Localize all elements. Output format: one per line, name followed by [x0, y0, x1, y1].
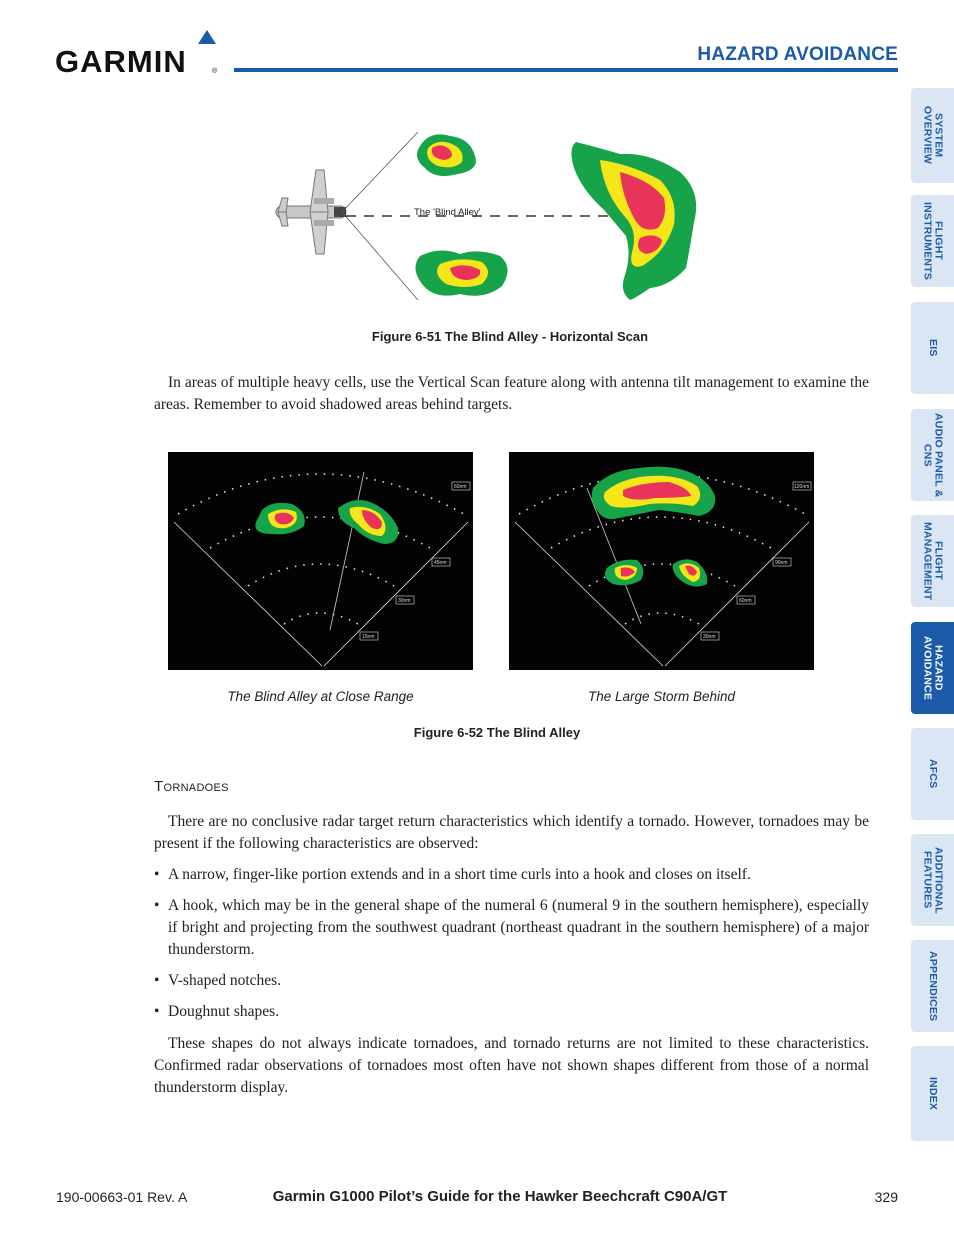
- tab-index[interactable]: INDEX: [911, 1046, 954, 1141]
- scan-line-upper: [342, 132, 418, 212]
- tornado-characteristics-list: [154, 864, 869, 1032]
- range-arc-inner: [625, 613, 699, 624]
- tab-hazard-avoidance[interactable]: HAZARD AVOIDANCE: [911, 622, 954, 714]
- list-item: • A hook, which may be in the general shape of the numeral 6 (numeral 9 in the southern hemisphere), especially if bright and projecting from the southwest quadrant (northeast quadrant in the southern hemisphere) of a major thunderstorm.: [154, 897, 869, 958]
- scan-limit-left: [174, 522, 322, 666]
- range-label-2: 90nm: [775, 560, 788, 566]
- figure-6-52-caption: Figure 6-52 The Blind Alley: [413, 725, 581, 740]
- footer-doc-number: 190-00663-01 Rev. A: [56, 1189, 188, 1205]
- range-label-2: 45nm: [434, 560, 447, 566]
- range-label-3: 60nm: [739, 598, 752, 604]
- header-rule: [234, 68, 898, 72]
- scan-limit-right: [324, 522, 468, 666]
- range-label-outer: 60nm: [454, 484, 467, 490]
- storm-echo-left: [255, 503, 304, 534]
- range-label-inner: 15nm: [362, 634, 375, 640]
- page-number: 329: [874, 1189, 898, 1205]
- list-item: • Doughnut shapes.: [154, 1003, 280, 1020]
- storm-cell-lower: [415, 250, 507, 295]
- range-arc-inner: [284, 613, 358, 624]
- radar-close-range: [168, 452, 473, 670]
- storm-cell-large: [571, 142, 696, 300]
- tab-afcs[interactable]: AFCS: [911, 728, 954, 820]
- footer-title: Garmin G1000 Pilot’s Guide for the Hawker Beechcraft C90A/GT: [272, 1188, 728, 1205]
- paragraph-tornado-intro: There are no conclusive radar target return characteristics which identify a tornado. However, tornadoes may be present if the following characteristics are observed:: [154, 813, 869, 852]
- tab-eis[interactable]: EIS: [911, 302, 954, 394]
- range-label-3: 30nm: [398, 598, 411, 604]
- tab-system-overview[interactable]: SYSTEM OVERVIEW: [911, 88, 954, 183]
- tab-additional-features[interactable]: ADDITIONAL FEATURES: [911, 834, 954, 926]
- range-label-inner: 30nm: [703, 634, 716, 640]
- blind-alley-label: The 'Blind Alley': [414, 207, 481, 218]
- blind-alley-horizontal-figure: [270, 128, 710, 308]
- storm-echo-lower-right: [673, 559, 708, 586]
- logo-wordmark: GARMIN: [55, 44, 187, 76]
- tab-flight-instruments[interactable]: FLIGHT INSTRUMENTS: [911, 195, 954, 287]
- section-title: HAZARD AVOIDANCE: [697, 44, 898, 65]
- storm-echo-large: [592, 467, 716, 519]
- list-item: • A narrow, finger-like portion extends and in a short time curls into a hook and closes on itself.: [154, 866, 751, 883]
- section-heading-tornadoes: Tornadoes: [154, 778, 229, 795]
- range-arc-2: [551, 517, 771, 548]
- range-arc-3: [248, 564, 394, 586]
- storm-echo-right: [338, 500, 398, 544]
- range-label-outer: 120nm: [794, 484, 810, 490]
- garmin-logo: [55, 28, 220, 76]
- scan-limit-left: [515, 522, 663, 666]
- storm-cell-upper: [417, 134, 476, 176]
- list-item: • V-shaped notches.: [154, 972, 282, 989]
- left-radar-caption: The Blind Alley at Close Range: [227, 689, 414, 704]
- aircraft-icon: [276, 170, 346, 254]
- paragraph-vertical-scan: In areas of multiple heavy cells, use the Vertical Scan feature along with antenna tilt management to examine the areas. Remember to avoid shadowed areas behind targets.: [154, 374, 869, 413]
- range-arc-outer: [178, 474, 464, 514]
- bearing-line: [330, 472, 364, 630]
- svg-text:®: ®: [212, 68, 218, 75]
- scan-line-lower: [342, 212, 418, 300]
- tab-appendices[interactable]: APPENDICES: [911, 940, 954, 1032]
- tab-audio-panel[interactable]: AUDIO PANEL & CNS: [911, 409, 954, 501]
- storm-echo-lower-left: [605, 560, 643, 586]
- tab-flight-management[interactable]: FLIGHT MANAGEMENT: [911, 515, 954, 607]
- paragraph-tornado-conclusion: These shapes do not always indicate tornadoes, and tornado returns are not limited to these characteristics. Confirmed radar observations of tornadoes most often have not shown shapes different from those of a normal thunderstorm display.: [154, 1035, 869, 1096]
- radar-large-storm: [509, 452, 814, 670]
- right-radar-caption: The Large Storm Behind: [587, 689, 736, 704]
- scan-limit-right: [665, 522, 809, 666]
- figure-6-51-caption: Figure 6-51 The Blind Alley - Horizontal Scan: [371, 329, 649, 344]
